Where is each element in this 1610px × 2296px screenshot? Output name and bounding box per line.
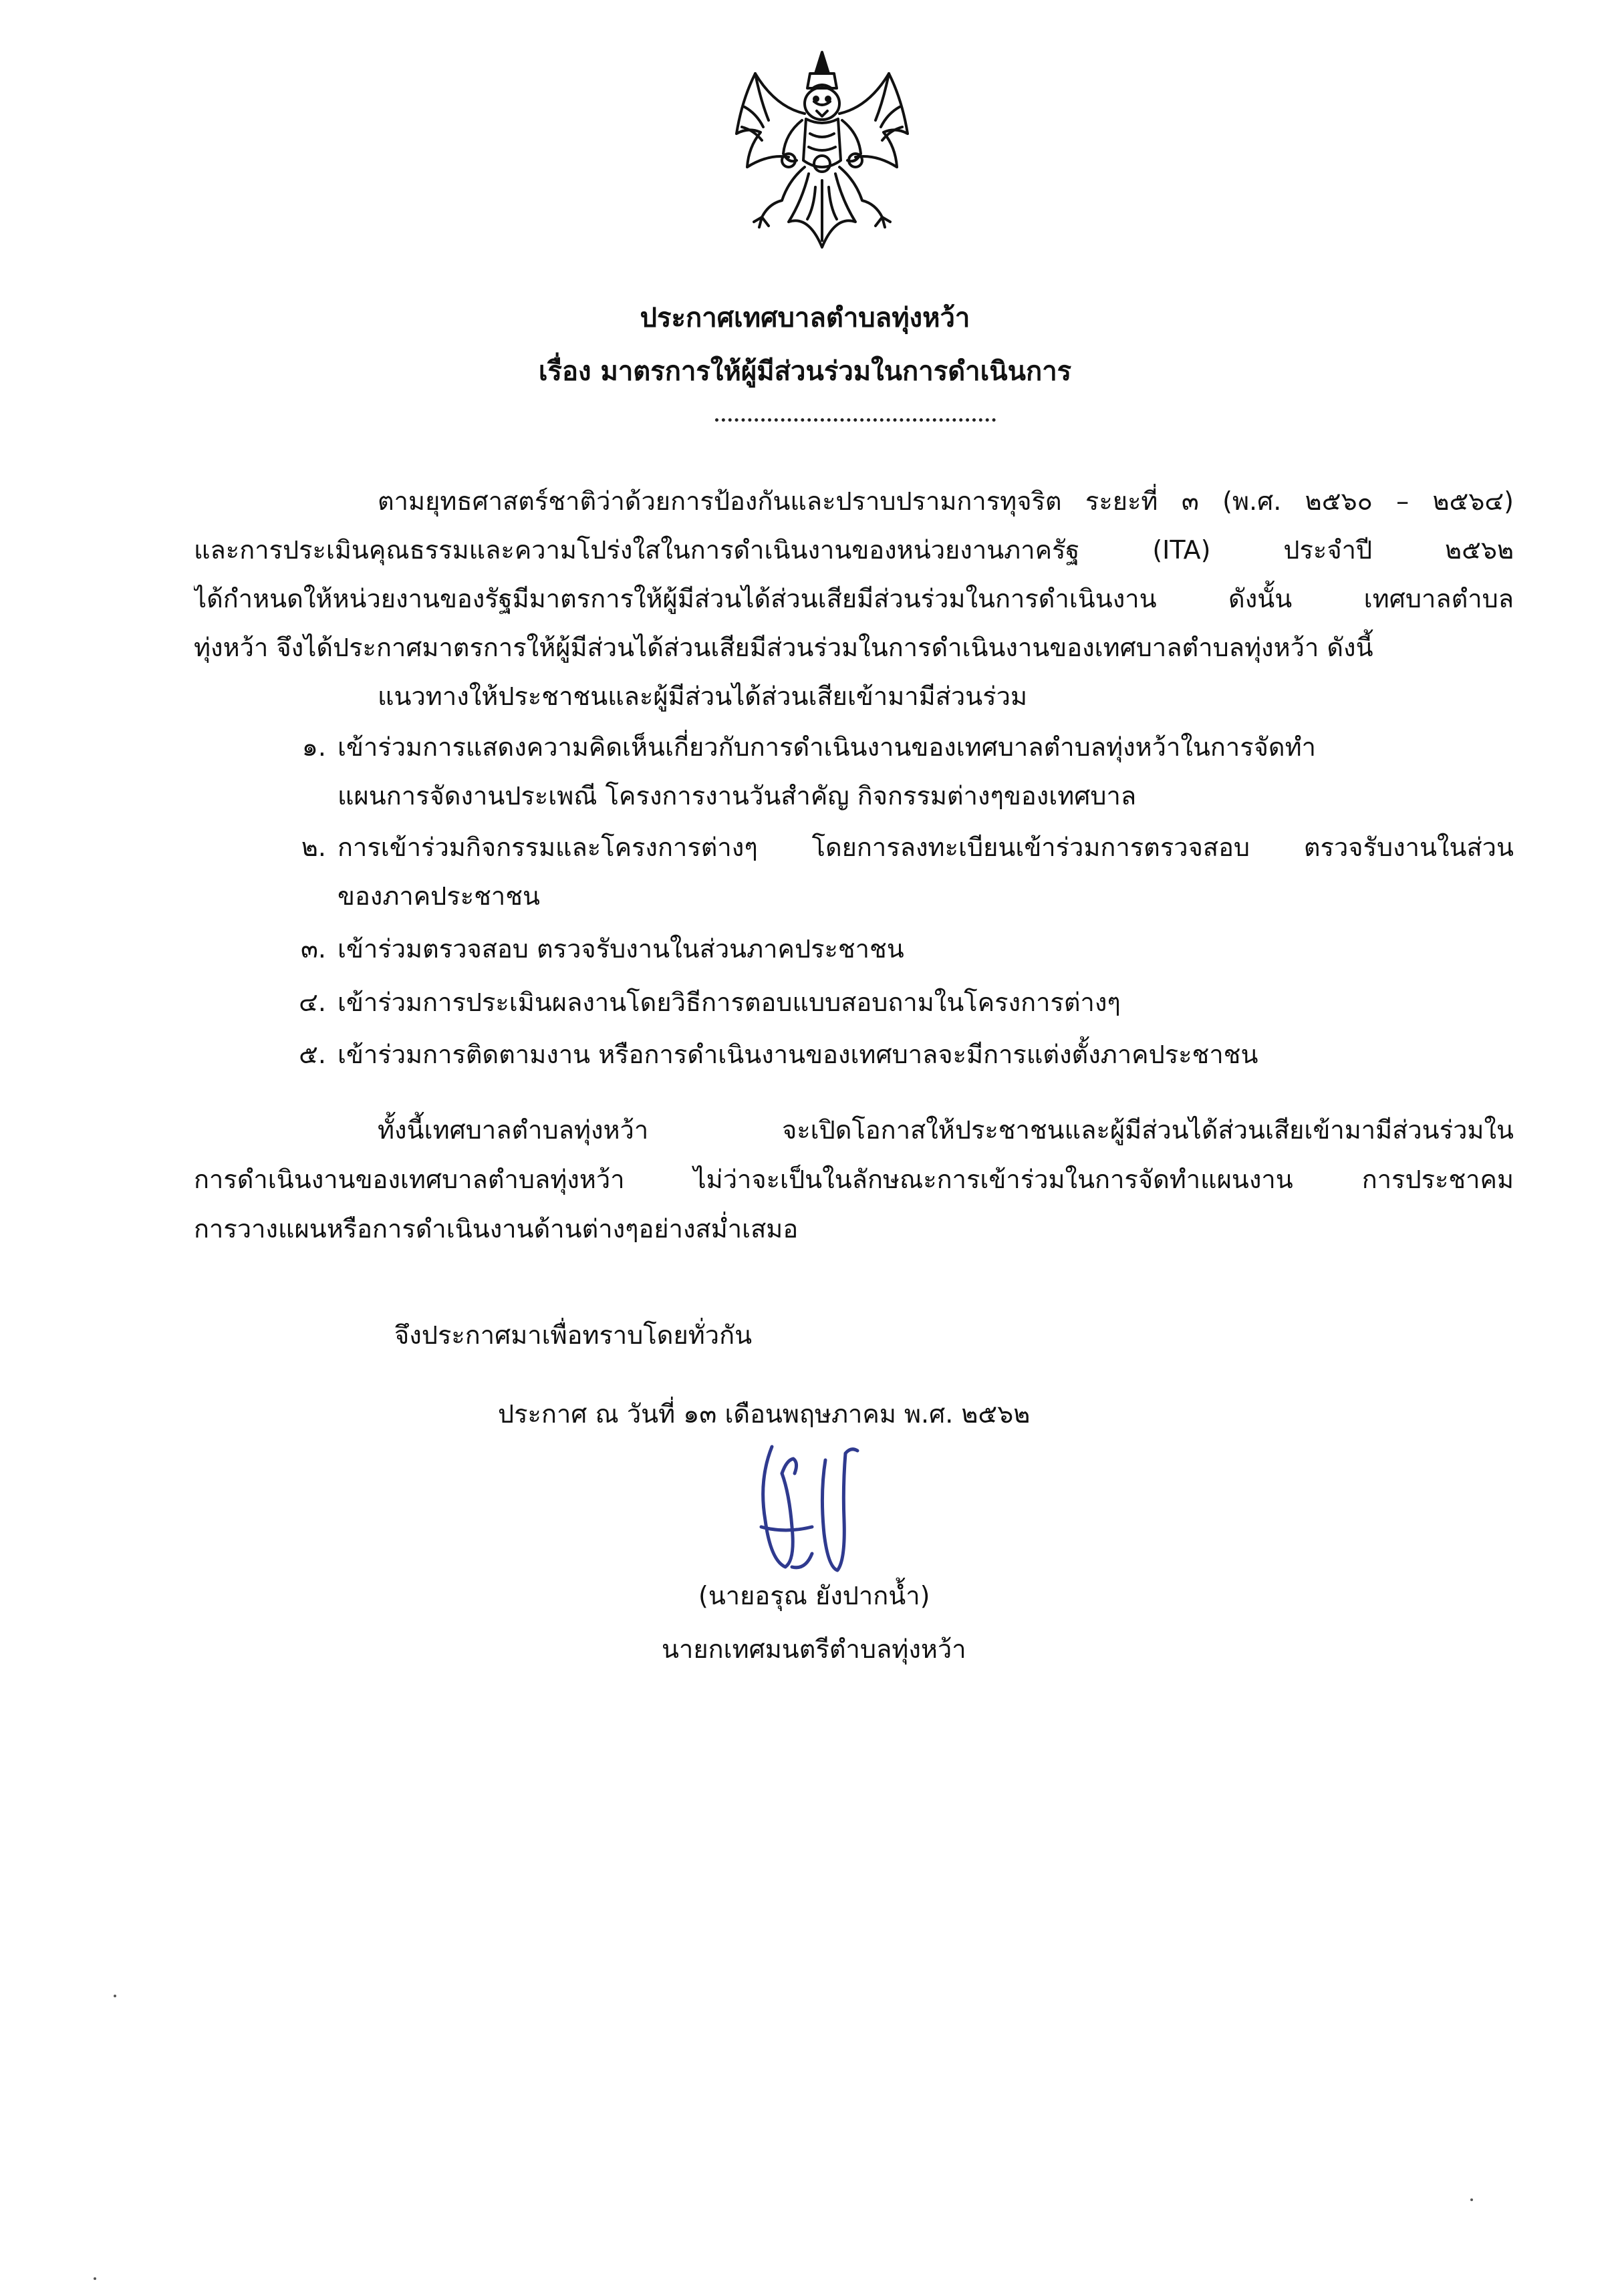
announce-statement: จึงประกาศมาเพื่อทราบโดยทั่วกัน	[394, 1320, 753, 1350]
list-item-2-line-2: ของภาคประชาชน	[338, 881, 540, 911]
list-item-4: เข้าร่วมการประเมินผลงานโดยวิธีการตอบแบบสอบถามในโครงการต่างๆ	[338, 988, 1121, 1017]
signer-position: นายกเทศมนตรีตำบลทุ่งหว้า	[662, 1634, 966, 1664]
list-item-3: เข้าร่วมตรวจสอบ ตรวจรับงานในส่วนภาคประชาชน	[338, 934, 904, 964]
scan-speck	[1470, 2198, 1473, 2201]
announcement-subject: เรื่อง มาตรการให้ผู้มีส่วนร่วมในการดำเนินการ	[538, 356, 1072, 387]
list-item-number: ๒.	[301, 833, 326, 862]
intro-line-4: ทุ่งหว้า จึงได้ประกาศมาตรการให้ผู้มีส่วนได้ส่วนเสียมีส่วนร่วมในการดำเนินงานของเทศบาลตำบลทุ่งหว้า ดังนี้	[194, 633, 1373, 662]
intro-line-3: ได้กำหนดให้หน่วยงานของรัฐมีมาตรการให้ผู้มีส่วนได้ส่วนเสียมีส่วนร่วมในการดำเนินงาน ดังนั้น เทศบาลตำบล	[194, 584, 1514, 613]
guideline-heading: แนวทางให้ประชาชนและผู้มีส่วนได้ส่วนเสียเข้ามามีส่วนร่วม	[378, 682, 1027, 711]
handwritten-signature	[745, 1433, 879, 1580]
dotted-divider	[715, 418, 996, 422]
announcement-title: ประกาศเทศบาลตำบลทุ่งหว้า	[640, 303, 970, 333]
list-item-number: ๔.	[299, 988, 326, 1017]
closing-line-2: การดำเนินงานของเทศบาลตำบลทุ่งหว้า ไม่ว่าจะเป็นในลักษณะการเข้าร่วมในการจัดทำแผนงาน การประชาคม	[194, 1165, 1514, 1194]
scan-speck	[94, 2277, 96, 2280]
garuda-emblem-icon	[722, 47, 922, 261]
list-item-5: เข้าร่วมการติดตามงาน หรือการดำเนินงานของเทศบาลจะมีการแต่งตั้งภาคประชาชน	[338, 1040, 1258, 1069]
list-item-number: ๓.	[300, 934, 326, 964]
list-item-1-line-2: แผนการจัดงานประเพณี โครงการงานวันสำคัญ กิจกรรมต่างๆของเทศบาล	[338, 781, 1137, 811]
list-item-number: ๑.	[301, 732, 326, 762]
intro-line-2: และการประเมินคุณธรรมและความโปร่งใสในการดำเนินงานของหน่วยงานภาครัฐ (ITA) ประจำปี ๒๕๖๒	[194, 535, 1514, 565]
intro-line-1: ตามยุทธศาสตร์ชาติว่าด้วยการป้องกันและปราบปรามการทุจริต ระยะที่ ๓ (พ.ศ. ๒๕๖๐ – ๒๕๖๔)	[378, 486, 1514, 516]
signer-name: (นายอรุณ ยังปากน้ำ)	[698, 1581, 930, 1610]
closing-line-1: ทั้งนี้เทศบาลตำบลทุ่งหว้า จะเปิดโอกาสให้ประชาชนและผู้มีส่วนได้ส่วนเสียเข้ามามีส่วนร่วมใน	[378, 1115, 1514, 1145]
list-item-number: ๕.	[299, 1040, 326, 1069]
scan-speck	[114, 1995, 116, 1997]
announcement-date: ประกาศ ณ วันที่ ๑๓ เดือนพฤษภาคม พ.ศ. ๒๕๖๒	[498, 1399, 1031, 1429]
closing-line-3: การวางแผนหรือการดำเนินงานด้านต่างๆอย่างสม่ำเสมอ	[194, 1214, 799, 1244]
list-item-2-line-1: การเข้าร่วมกิจกรรมและโครงการต่างๆ โดยการลงทะเบียนเข้าร่วมการตรวจสอบ ตรวจรับงานในส่วน	[338, 833, 1514, 862]
list-item-1-line-1: เข้าร่วมการแสดงความคิดเห็นเกี่ยวกับการดำเนินงานของเทศบาลตำบลทุ่งหว้าในการจัดทำ	[338, 732, 1316, 762]
